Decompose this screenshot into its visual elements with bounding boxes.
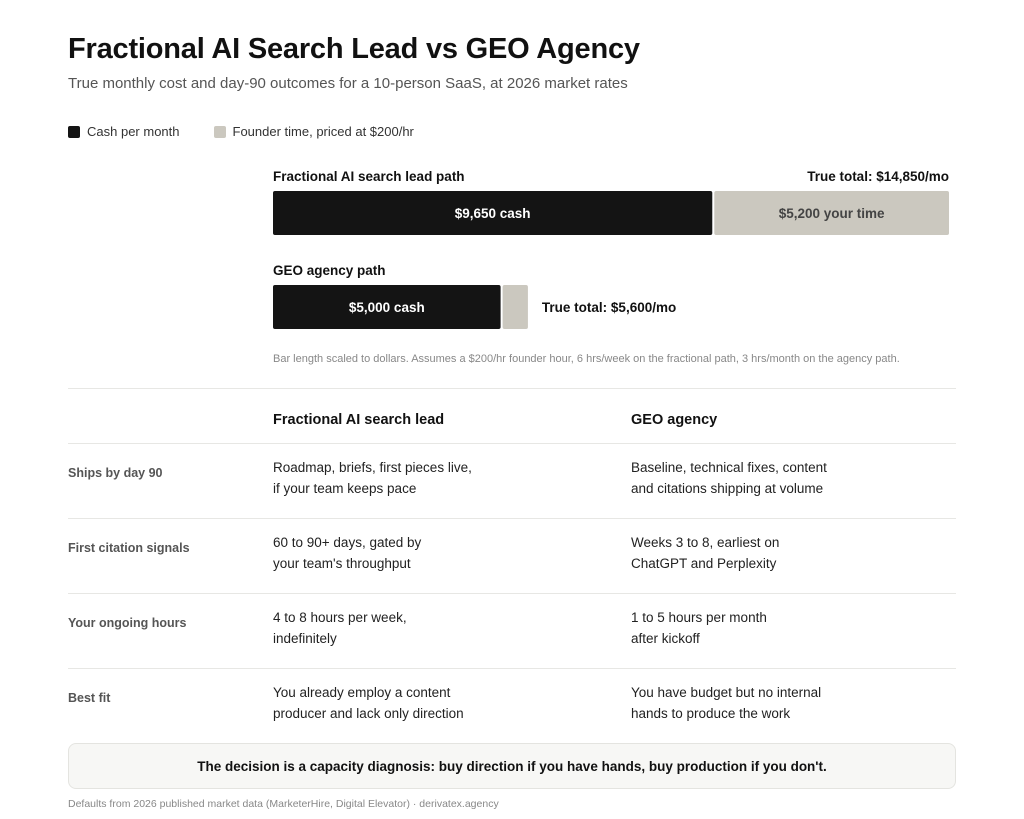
cell-hours-agency: 1 to 5 hours per month after kickoff <box>631 610 767 646</box>
column-header-fractional: Fractional AI search lead <box>273 412 445 428</box>
cell-ships-agency: Baseline, technical fixes, content and citations shipping at volume <box>631 460 827 496</box>
footer-source: Defaults from 2026 published market data (MarketerHire, Digital Elevator) · derivatex.agency <box>68 798 499 810</box>
legend-label-time: Founder time, priced at $200/hr <box>232 124 414 139</box>
legend-label-cash: Cash per month <box>87 124 180 139</box>
row-divider <box>68 593 956 594</box>
row-divider <box>68 443 956 444</box>
cell-citations-fractional: 60 to 90+ days, gated by your team's throughput <box>273 535 422 571</box>
total-label-agency: True total: $5,600/mo <box>541 300 677 315</box>
bar-label-agency-cash: $5,000 cash <box>348 300 425 315</box>
row-label-citations: First citation signals <box>68 541 190 555</box>
bar-agency-time <box>503 285 528 329</box>
row-divider <box>68 668 956 669</box>
category-label-agency: GEO agency path <box>273 263 386 278</box>
cell-ships-fractional: Roadmap, briefs, first pieces live, if your team keeps pace <box>273 460 472 496</box>
cell-citations-agency: Weeks 3 to 8, earliest on ChatGPT and Perplexity <box>631 535 780 571</box>
total-label-fractional: True total: $14,850/mo <box>807 169 949 184</box>
divider-top <box>68 388 956 389</box>
decision-callout: The decision is a capacity diagnosis: buy direction if you have hands, buy production if you don't. <box>68 743 956 789</box>
row-label-ships: Ships by day 90 <box>68 466 163 480</box>
row-divider <box>68 518 956 519</box>
bar-label-fractional-cash: $9,650 cash <box>454 206 531 221</box>
category-label-fractional: Fractional AI search lead path <box>273 169 465 184</box>
row-label-hours: Your ongoing hours <box>68 616 187 630</box>
row-label-best-fit: Best fit <box>68 691 111 705</box>
page-subtitle: True monthly cost and day-90 outcomes for a 10-person SaaS, at 2026 market rates <box>68 75 628 92</box>
cell-hours-fractional: 4 to 8 hours per week, indefinitely <box>273 610 407 646</box>
cell-best-fit-fractional: You already employ a content producer and lack only direction <box>273 685 464 721</box>
cell-best-fit-agency: You have budget but no internal hands to produce the work <box>631 685 822 721</box>
cost-bar-chart <box>0 0 1024 380</box>
chart-note: Bar length scaled to dollars. Assumes a $200/hr founder hour, 6 hrs/week on the fractional path, 3 hrs/month on the agency path. <box>273 353 900 365</box>
page-title: Fractional AI Search Lead vs GEO Agency <box>68 33 640 65</box>
bar-label-fractional-time: $5,200 your time <box>778 206 885 221</box>
column-header-agency: GEO agency <box>631 412 718 428</box>
